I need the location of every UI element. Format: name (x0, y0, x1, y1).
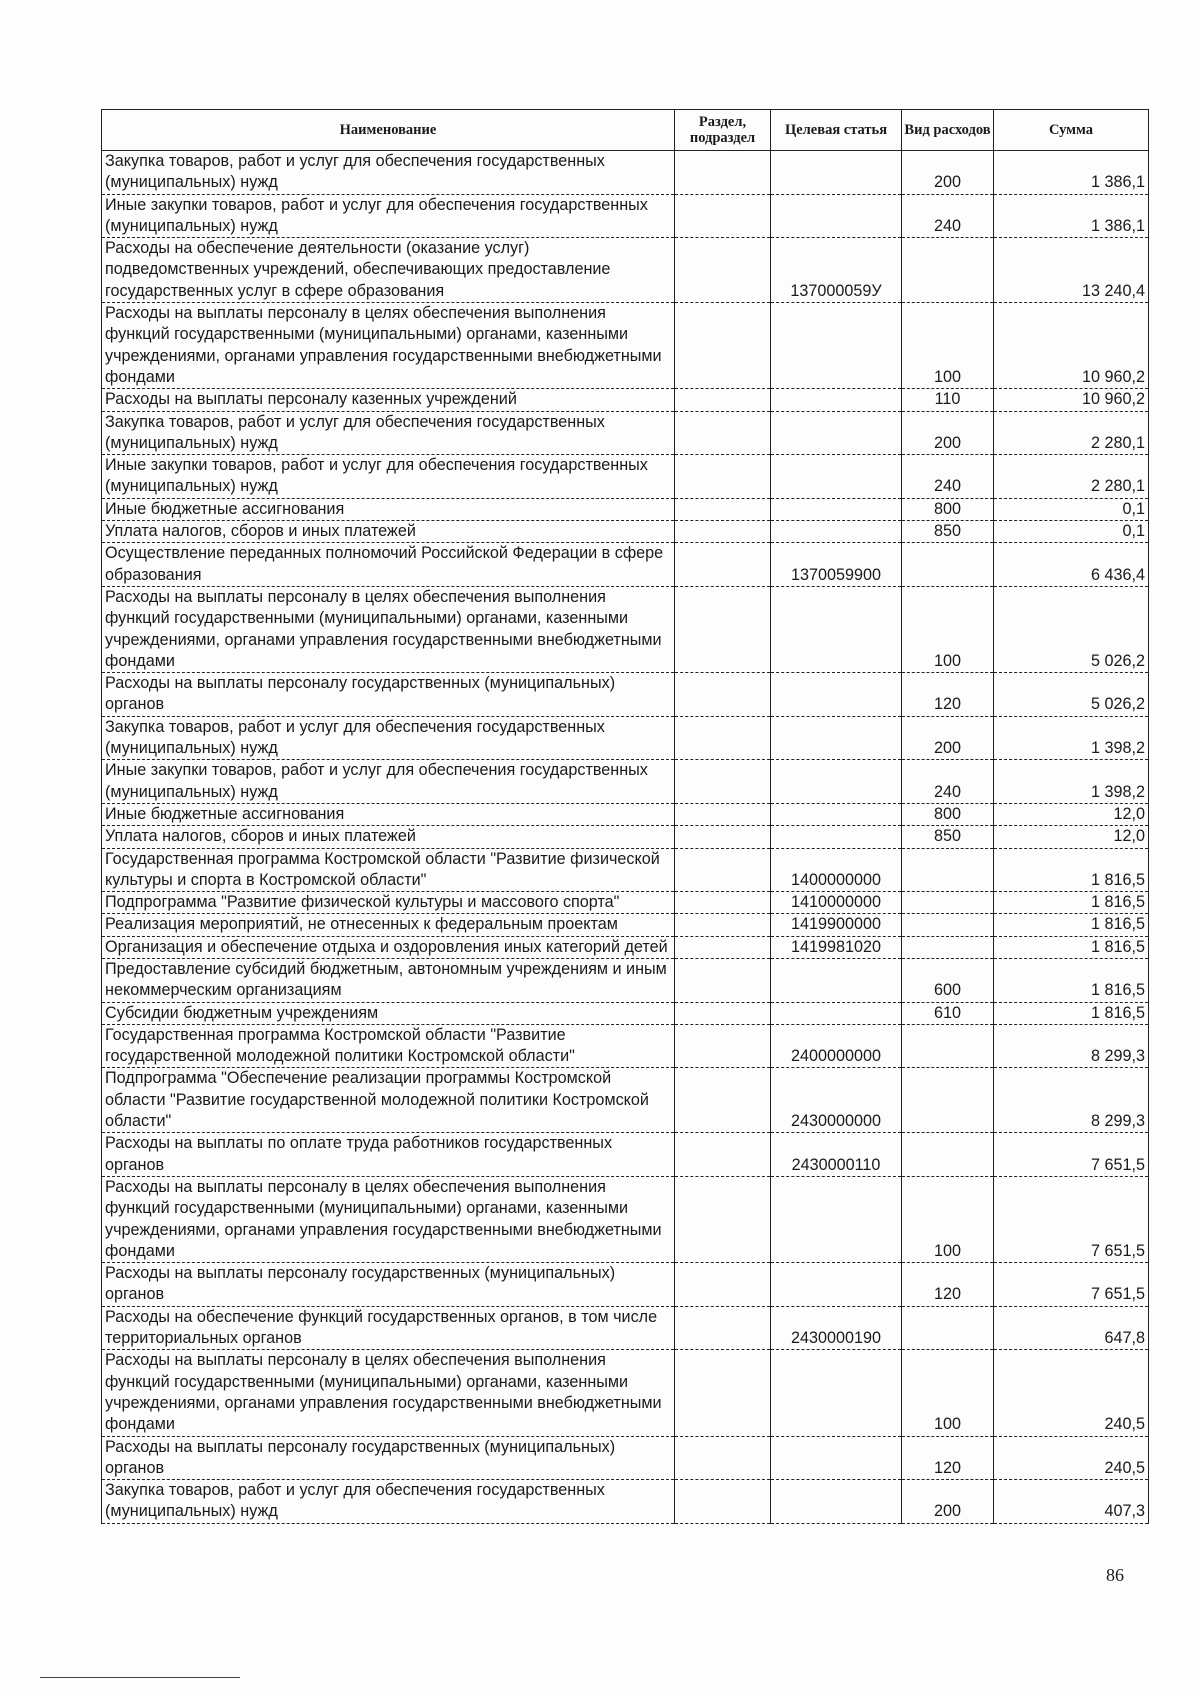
cell-kind: 240 (902, 760, 994, 804)
cell-sum: 5 026,2 (994, 673, 1149, 717)
cell-section (675, 1002, 771, 1024)
table-row (102, 194, 1149, 238)
table-row (102, 151, 1149, 195)
cell-target (771, 1350, 902, 1436)
cell-kind: 120 (902, 673, 994, 717)
cell-name: Подпрограмма "Обеспечение реализации программы Костромской области "Развитие государственной молодежной политики Костромской области" (102, 1068, 675, 1133)
cell-name: Закупка товаров, работ и услуг для обеспечения государственных (муниципальных) нужд (102, 716, 675, 760)
cell-name: Расходы на выплаты персоналу в целях обеспечения выполнения функций государственными (муниципальными) органами, казенными учреждениями, органами управления государственными внебюджетными фондами (102, 586, 675, 672)
cell-kind (902, 543, 994, 587)
cell-target (771, 1176, 902, 1262)
cell-sum: 8 299,3 (994, 1024, 1149, 1068)
cell-sum: 5 026,2 (994, 586, 1149, 672)
cell-name: Иные бюджетные ассигнования (102, 803, 675, 825)
cell-name: Иные бюджетные ассигнования (102, 498, 675, 520)
cell-name: Расходы на выплаты персоналу государственных (муниципальных) органов (102, 1436, 675, 1480)
cell-kind (902, 1133, 994, 1177)
cell-name: Субсидии бюджетным учреждениям (102, 1002, 675, 1024)
cell-name: Осуществление переданных полномочий Российской Федерации в сфере образования (102, 543, 675, 587)
cell-target (771, 1436, 902, 1480)
table-row (102, 1176, 1149, 1262)
cell-section (675, 803, 771, 825)
cell-section (675, 673, 771, 717)
cell-section (675, 1480, 771, 1524)
header-sum: Сумма (994, 110, 1149, 151)
table-row (102, 1436, 1149, 1480)
cell-name: Расходы на выплаты персоналу государственных (муниципальных) органов (102, 673, 675, 717)
table-row (102, 1350, 1149, 1436)
cell-sum: 240,5 (994, 1350, 1149, 1436)
cell-kind: 120 (902, 1436, 994, 1480)
table-row (102, 914, 1149, 936)
cell-kind (902, 1068, 994, 1133)
cell-target: 2430000000 (771, 1068, 902, 1133)
cell-name: Расходы на выплаты персоналу казенных учреждений (102, 389, 675, 411)
cell-target: 1410000000 (771, 892, 902, 914)
footer-rule (40, 1677, 240, 1678)
cell-name: Расходы на обеспечение функций государственных органов, в том числе территориальных органов (102, 1306, 675, 1350)
cell-section (675, 716, 771, 760)
header-kind: Вид расходов (902, 110, 994, 151)
cell-kind (902, 238, 994, 303)
cell-kind: 120 (902, 1263, 994, 1307)
cell-name: Расходы на обеспечение деятельности (оказание услуг) подведомственных учреждений, обеспечивающих предоставление государственных услуг в сфере образования (102, 238, 675, 303)
cell-target: 1419900000 (771, 914, 902, 936)
cell-section (675, 760, 771, 804)
cell-kind: 100 (902, 303, 994, 389)
cell-sum: 1 386,1 (994, 151, 1149, 195)
cell-sum: 1 398,2 (994, 716, 1149, 760)
cell-kind: 100 (902, 586, 994, 672)
cell-name: Закупка товаров, работ и услуг для обеспечения государственных (муниципальных) нужд (102, 151, 675, 195)
table-row (102, 826, 1149, 848)
cell-sum: 0,1 (994, 498, 1149, 520)
table-row (102, 238, 1149, 303)
cell-name: Иные закупки товаров, работ и услуг для обеспечения государственных (муниципальных) нужд (102, 760, 675, 804)
cell-section (675, 586, 771, 672)
cell-target: 1400000000 (771, 848, 902, 892)
cell-sum: 7 651,5 (994, 1176, 1149, 1262)
cell-sum: 10 960,2 (994, 389, 1149, 411)
cell-target (771, 151, 902, 195)
cell-section (675, 1176, 771, 1262)
table-row (102, 958, 1149, 1002)
cell-kind: 800 (902, 498, 994, 520)
table-row (102, 1263, 1149, 1307)
table-row (102, 1306, 1149, 1350)
cell-kind: 100 (902, 1176, 994, 1262)
cell-kind: 240 (902, 455, 994, 499)
cell-name: Реализация мероприятий, не отнесенных к федеральным проектам (102, 914, 675, 936)
page-number: 86 (1106, 1565, 1124, 1585)
cell-section (675, 389, 771, 411)
table-row (102, 586, 1149, 672)
cell-section (675, 151, 771, 195)
cell-target (771, 389, 902, 411)
cell-name: Предоставление субсидий бюджетным, автономным учреждениям и иным некоммерческим организациям (102, 958, 675, 1002)
cell-sum: 1 398,2 (994, 760, 1149, 804)
cell-kind: 850 (902, 826, 994, 848)
cell-name: Государственная программа Костромской области "Развитие государственной молодежной политики Костромской области" (102, 1024, 675, 1068)
cell-name: Закупка товаров, работ и услуг для обеспечения государственных (муниципальных) нужд (102, 1480, 675, 1524)
cell-name: Уплата налогов, сборов и иных платежей (102, 521, 675, 543)
cell-kind (902, 1306, 994, 1350)
cell-section (675, 936, 771, 958)
header-section: Раздел, подраздел (675, 110, 771, 151)
cell-sum: 1 816,5 (994, 936, 1149, 958)
cell-kind: 610 (902, 1002, 994, 1024)
cell-section (675, 892, 771, 914)
cell-section (675, 1306, 771, 1350)
cell-name: Расходы на выплаты персоналу в целях обеспечения выполнения функций государственными (муниципальными) органами, казенными учреждениями, органами управления государственными внебюджетными фондами (102, 303, 675, 389)
cell-target: 137000059У (771, 238, 902, 303)
cell-kind (902, 892, 994, 914)
cell-name: Закупка товаров, работ и услуг для обеспечения государственных (муниципальных) нужд (102, 411, 675, 455)
cell-section (675, 521, 771, 543)
table-row (102, 303, 1149, 389)
header-target: Целевая статья (771, 110, 902, 151)
cell-name: Расходы на выплаты персоналу государственных (муниципальных) органов (102, 1263, 675, 1307)
cell-kind (902, 914, 994, 936)
cell-target (771, 586, 902, 672)
cell-section (675, 1024, 771, 1068)
cell-target (771, 411, 902, 455)
cell-sum: 1 386,1 (994, 194, 1149, 238)
cell-sum: 12,0 (994, 826, 1149, 848)
cell-target (771, 826, 902, 848)
cell-target (771, 803, 902, 825)
cell-sum: 10 960,2 (994, 303, 1149, 389)
cell-section (675, 958, 771, 1002)
cell-sum: 8 299,3 (994, 1068, 1149, 1133)
cell-section (675, 411, 771, 455)
cell-section (675, 1133, 771, 1177)
cell-sum: 12,0 (994, 803, 1149, 825)
cell-target: 2430000190 (771, 1306, 902, 1350)
cell-section (675, 543, 771, 587)
table-row (102, 389, 1149, 411)
cell-sum: 2 280,1 (994, 411, 1149, 455)
table-row (102, 848, 1149, 892)
cell-sum: 1 816,5 (994, 914, 1149, 936)
cell-kind: 600 (902, 958, 994, 1002)
budget-table (101, 109, 1149, 1524)
table-row (102, 760, 1149, 804)
table-row (102, 936, 1149, 958)
table-row (102, 1133, 1149, 1177)
cell-kind (902, 848, 994, 892)
cell-kind: 200 (902, 151, 994, 195)
cell-section (675, 826, 771, 848)
cell-sum: 647,8 (994, 1306, 1149, 1350)
cell-section (675, 848, 771, 892)
table-row (102, 892, 1149, 914)
cell-sum: 1 816,5 (994, 848, 1149, 892)
cell-sum: 2 280,1 (994, 455, 1149, 499)
table-row (102, 543, 1149, 587)
cell-target (771, 1002, 902, 1024)
cell-target (771, 498, 902, 520)
header-name: Наименование (102, 110, 675, 151)
cell-target: 2400000000 (771, 1024, 902, 1068)
cell-target: 1370059900 (771, 543, 902, 587)
cell-sum: 13 240,4 (994, 238, 1149, 303)
table-row (102, 1002, 1149, 1024)
cell-name: Иные закупки товаров, работ и услуг для обеспечения государственных (муниципальных) нужд (102, 194, 675, 238)
cell-kind: 100 (902, 1350, 994, 1436)
cell-name: Расходы на выплаты персоналу в целях обеспечения выполнения функций государственными (муниципальными) органами, казенными учреждениями, органами управления государственными внебюджетными фондами (102, 1350, 675, 1436)
cell-kind: 200 (902, 716, 994, 760)
cell-name: Организация и обеспечение отдыха и оздоровления иных категорий детей (102, 936, 675, 958)
cell-target (771, 521, 902, 543)
cell-kind: 200 (902, 1480, 994, 1524)
table-row (102, 1024, 1149, 1068)
cell-kind: 200 (902, 411, 994, 455)
table-row (102, 455, 1149, 499)
cell-name: Государственная программа Костромской области "Развитие физической культуры и спорта в Костромской области" (102, 848, 675, 892)
cell-sum: 1 816,5 (994, 958, 1149, 1002)
cell-section (675, 194, 771, 238)
cell-sum: 6 436,4 (994, 543, 1149, 587)
cell-kind (902, 936, 994, 958)
cell-sum: 0,1 (994, 521, 1149, 543)
table-row (102, 1068, 1149, 1133)
table-row (102, 716, 1149, 760)
cell-name: Расходы на выплаты по оплате труда работников государственных органов (102, 1133, 675, 1177)
table-header (102, 110, 1149, 151)
cell-section (675, 1068, 771, 1133)
cell-target (771, 760, 902, 804)
cell-section (675, 498, 771, 520)
table-row (102, 1480, 1149, 1524)
cell-kind: 240 (902, 194, 994, 238)
cell-name: Иные закупки товаров, работ и услуг для обеспечения государственных (муниципальных) нужд (102, 455, 675, 499)
table-row (102, 411, 1149, 455)
cell-section (675, 1436, 771, 1480)
cell-target (771, 303, 902, 389)
cell-target (771, 673, 902, 717)
cell-target (771, 958, 902, 1002)
cell-target (771, 455, 902, 499)
cell-section (675, 238, 771, 303)
cell-sum: 7 651,5 (994, 1133, 1149, 1177)
cell-target: 2430000110 (771, 1133, 902, 1177)
cell-sum: 1 816,5 (994, 1002, 1149, 1024)
cell-target (771, 194, 902, 238)
cell-sum: 1 816,5 (994, 892, 1149, 914)
cell-target (771, 1263, 902, 1307)
cell-name: Уплата налогов, сборов и иных платежей (102, 826, 675, 848)
cell-target: 1419981020 (771, 936, 902, 958)
cell-section (675, 1263, 771, 1307)
cell-section (675, 914, 771, 936)
cell-sum: 407,3 (994, 1480, 1149, 1524)
cell-target (771, 716, 902, 760)
table-body (102, 151, 1149, 1524)
cell-kind: 110 (902, 389, 994, 411)
cell-section (675, 455, 771, 499)
table-row (102, 521, 1149, 543)
cell-kind: 800 (902, 803, 994, 825)
cell-kind (902, 1024, 994, 1068)
cell-section (675, 1350, 771, 1436)
table-row (102, 803, 1149, 825)
cell-name: Расходы на выплаты персоналу в целях обеспечения выполнения функций государственными (муниципальными) органами, казенными учреждениями, органами управления государственными внебюджетными фондами (102, 1176, 675, 1262)
cell-sum: 7 651,5 (994, 1263, 1149, 1307)
cell-sum: 240,5 (994, 1436, 1149, 1480)
table-row (102, 498, 1149, 520)
table-row (102, 673, 1149, 717)
cell-section (675, 303, 771, 389)
cell-target (771, 1480, 902, 1524)
cell-kind: 850 (902, 521, 994, 543)
cell-name: Подпрограмма "Развитие физической культуры и массового спорта" (102, 892, 675, 914)
